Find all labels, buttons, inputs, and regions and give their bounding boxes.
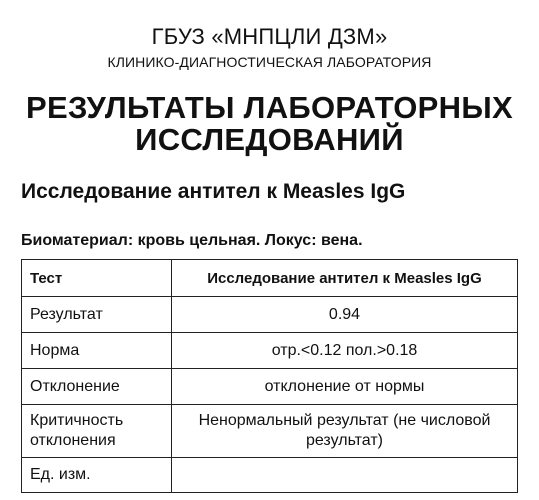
row-label: Отклонение: [22, 369, 172, 405]
table-header-row: [22, 260, 518, 297]
row-label: Результат: [22, 297, 172, 333]
header-test: Тест: [22, 260, 172, 297]
table-row: [22, 297, 518, 333]
row-label: Ед. изм.: [22, 458, 172, 493]
row-value: отр.<0.12 пол.>0.18: [172, 333, 518, 369]
study-title: Исследование антител к Measles IgG: [21, 180, 406, 203]
header-study: Исследование антител к Measles IgG: [172, 260, 518, 297]
row-value: [172, 458, 518, 493]
row-value: отклонение от нормы: [172, 369, 518, 405]
row-label: Критичность отклонения: [22, 405, 172, 458]
row-value: Ненормальный результат (не числовой результат): [172, 405, 518, 458]
laboratory-name: КЛИНИКО-ДИАГНОСТИЧЕСКАЯ ЛАБОРАТОРИЯ: [107, 54, 432, 70]
organization-name: ГБУЗ «МНПЦЛИ ДЗМ»: [151, 24, 388, 49]
row-label: Норма: [22, 333, 172, 369]
table-row: [22, 333, 518, 369]
table-row: [22, 405, 518, 458]
table-row: [22, 458, 518, 493]
biomaterial-info: Биоматериал: кровь цельная. Локус: вена.: [21, 232, 363, 249]
table-row: [22, 369, 518, 405]
results-table: [21, 259, 518, 493]
page-title: РЕЗУЛЬТАТЫ ЛАБОРАТОРНЫХ ИССЛЕДОВАНИЙ: [26, 90, 513, 157]
row-value: 0.94: [172, 297, 518, 333]
